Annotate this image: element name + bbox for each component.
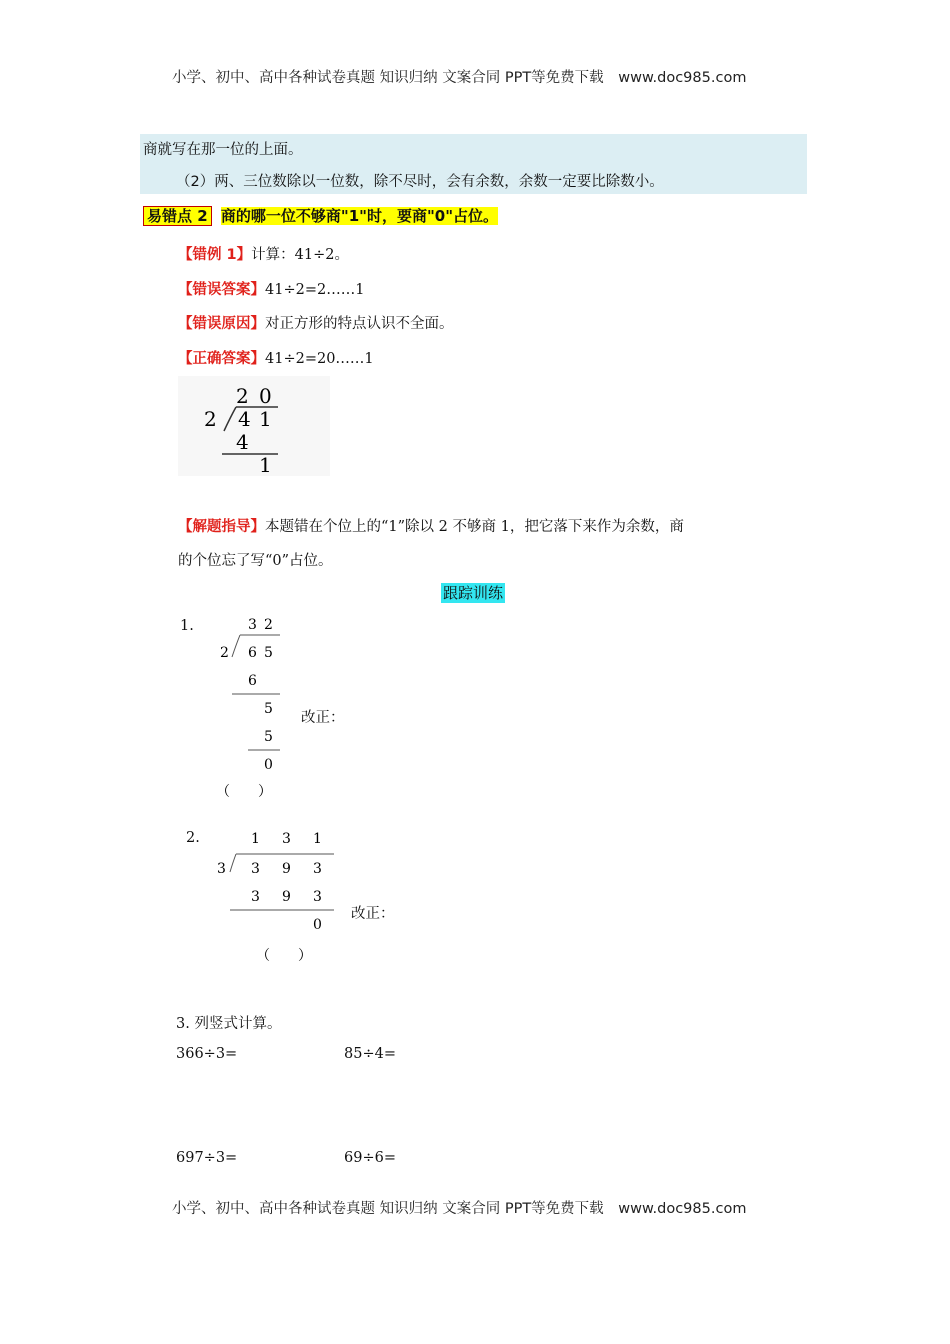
- intro-line-2: （2）两、三位数除以一位数，除不尽时，会有余数，余数一定要比除数小。: [176, 174, 664, 190]
- divisor: 3: [217, 861, 226, 877]
- exercise3-title: 3. 列竖式计算。: [176, 1016, 282, 1032]
- exercise2-division: [210, 824, 340, 966]
- quotient-digit: 3: [282, 831, 291, 847]
- quotient-digit: 2: [236, 384, 249, 408]
- footer-title: 小学、初中、高中各种试卷真题 知识归纳 文案合同 PPT等免费下载: [172, 1201, 604, 1217]
- wrong-reason-tag: 【错误原因】: [178, 316, 265, 332]
- division-example-figure: [178, 376, 330, 476]
- error-example-text: 计算：41÷2。: [251, 247, 349, 263]
- header-url[interactable]: www.doc985.com: [618, 70, 747, 86]
- dividend-digit: 9: [282, 861, 291, 877]
- remainder: 0: [313, 917, 322, 933]
- correct-answer-tag: 【正确答案】: [178, 351, 265, 367]
- quotient-digit: 3: [248, 617, 257, 633]
- guide-text-1: 本题错在个位上的“1”除以 2 不够商 1，把它落下来作为余数，商: [265, 519, 684, 535]
- point2-tag: 易错点 2: [143, 206, 212, 226]
- guide-line-1: [178, 515, 684, 536]
- dividend-digit: 3: [313, 861, 322, 877]
- wrong-answer-tag: 【错误答案】: [178, 282, 265, 298]
- problem-4: 69÷6=: [344, 1150, 396, 1166]
- header-title: 小学、初中、高中各种试卷真题 知识归纳 文案合同 PPT等免费下载: [172, 70, 604, 86]
- product-digit: 3: [251, 889, 260, 905]
- remainder: 0: [264, 757, 273, 773]
- tracking-title-text: 跟踪训练: [443, 584, 504, 602]
- quotient-digit: 1: [313, 831, 322, 847]
- remainder: 1: [259, 453, 272, 476]
- guide-line-2: 的个位忘了写“0”占位。: [178, 553, 333, 569]
- problem-2: 85÷4=: [344, 1046, 396, 1062]
- answer-bracket[interactable]: （ ）: [256, 948, 312, 964]
- exercise1-fix-label: 改正：: [301, 710, 345, 726]
- point2-heading: [143, 205, 498, 226]
- wrong-answer-text: 41÷2=2……1: [265, 282, 365, 298]
- page-header: [172, 66, 746, 87]
- example-line-4: [178, 347, 374, 368]
- guide-tag: 【解题指导】: [178, 519, 265, 535]
- page-footer: [172, 1197, 746, 1218]
- division-bracket: [232, 635, 240, 657]
- answer-bracket[interactable]: （ ）: [216, 784, 272, 800]
- dividend-digit: 6: [248, 645, 257, 661]
- dividend-digit: 5: [264, 645, 273, 661]
- bring-down-digit: 5: [264, 701, 273, 717]
- error-example-tag: 【错例 1】: [178, 247, 252, 263]
- example-line-2: [178, 278, 364, 299]
- quotient-digit: 1: [251, 831, 260, 847]
- exercise1-division: [210, 612, 290, 802]
- tracking-title: [441, 582, 505, 603]
- exercise2-number: 2.: [186, 830, 200, 846]
- division-bracket: [230, 854, 236, 872]
- divisor: 2: [204, 407, 217, 431]
- product-step2: 5: [264, 729, 273, 745]
- point2-title: 商的哪一位不够商"1"时，要商"0"占位。: [220, 207, 499, 225]
- quotient-digit: 0: [259, 384, 272, 408]
- problem-1: 366÷3=: [176, 1046, 238, 1062]
- wrong-reason-text: 对正方形的特点认识不全面。: [265, 316, 454, 332]
- product-digit: 9: [282, 889, 291, 905]
- dividend-digit: 3: [251, 861, 260, 877]
- product-digit: 3: [313, 889, 322, 905]
- intro-line-1: 商就写在那一位的上面。: [143, 142, 303, 158]
- quotient-digit: 2: [264, 617, 273, 633]
- product-step1: 6: [248, 673, 257, 689]
- product-step1: 4: [236, 430, 249, 454]
- dividend-digit: 4: [238, 407, 251, 431]
- correct-answer-text: 41÷2=20……1: [265, 351, 374, 367]
- example-line-1: [178, 243, 349, 264]
- footer-url[interactable]: www.doc985.com: [618, 1201, 747, 1217]
- figure-background: [178, 376, 330, 476]
- dividend-digit: 1: [259, 407, 272, 431]
- problem-3: 697÷3=: [176, 1150, 238, 1166]
- exercise2-fix-label: 改正：: [351, 906, 395, 922]
- exercise1-number: 1.: [180, 618, 194, 634]
- divisor: 2: [220, 645, 229, 661]
- example-line-3: [178, 312, 454, 333]
